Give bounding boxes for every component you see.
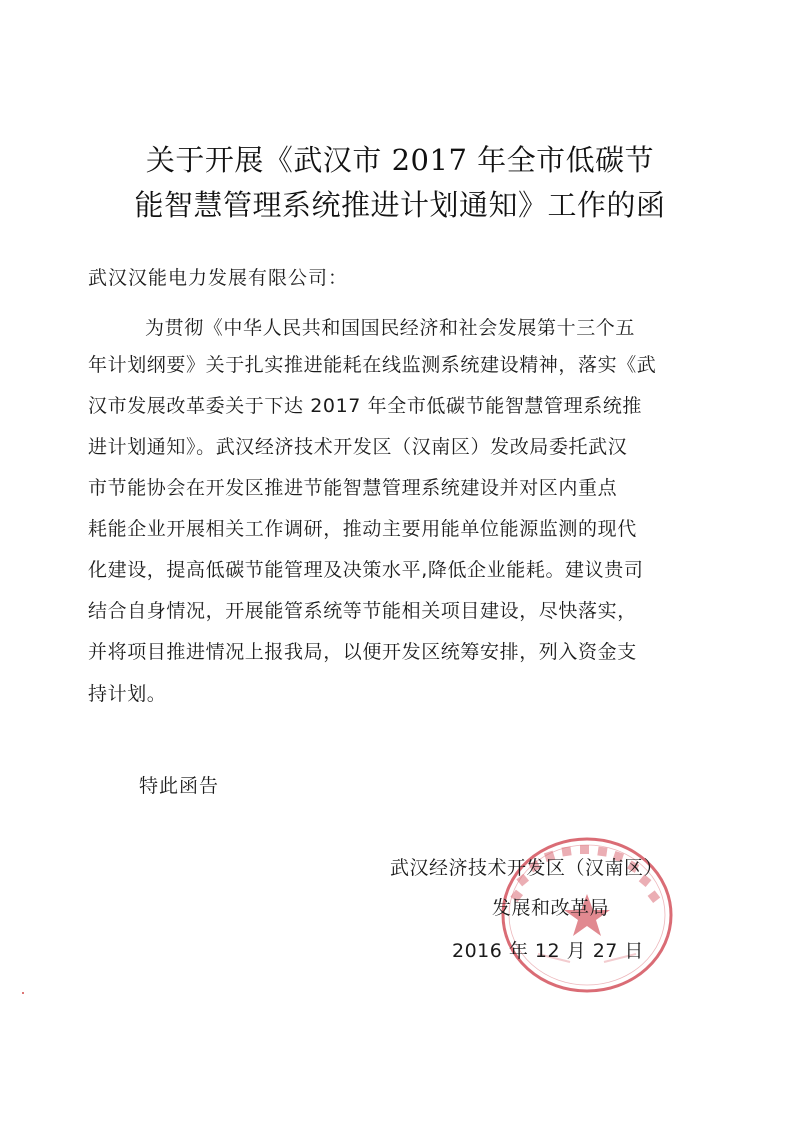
salutation: 武汉汉能电力发展有限公司： (88, 267, 349, 289)
body-line: 汉市发展改革委关于下达 2017 年全市低碳节能智慧管理系统推 (88, 395, 643, 417)
title-line-2: 能智慧管理系统推进计划通知》工作的函 (134, 188, 666, 222)
title-line-1: 关于开展《武汉市 2017 年全市低碳节 (145, 143, 655, 177)
scan-speck (22, 992, 24, 994)
closing-remark: 特此函告 (139, 775, 220, 797)
body-line: 耗能企业开展相关工作调研，推动主要用能单位能源监测的现代 (88, 518, 637, 540)
signature-organization: 武汉经济技术开发区（汉南区） (390, 857, 664, 879)
signature-department: 发展和改革局 (492, 897, 610, 919)
body-line: 结合自身情况，开展能管系统等节能相关项目建设，尽快落实， (88, 600, 637, 622)
body-line: 进计划通知》。武汉经济技术开发区（汉南区）发改局委托武汉 (88, 436, 628, 458)
body-line: 市节能协会在开发区推进节能智慧管理系统建设并对区内重点 (88, 477, 618, 499)
body-line: 持计划。 (88, 683, 167, 705)
body-line: 为贯彻《中华人民共和国国民经济和社会发展第十三个五 (145, 317, 636, 339)
body-line: 年计划纲要》关于扎实推进能耗在线监测系统建设精神，落实《武 (88, 354, 657, 376)
body-line: 化建设，提高低碳节能管理及决策水平,降低企业能耗。建议贵司 (88, 559, 644, 581)
signature-date: 2016 年 12 月 27 日 (452, 940, 644, 962)
body-line: 并将项目推进情况上报我局，以便开发区统筹安排，列入资金支 (88, 641, 637, 663)
